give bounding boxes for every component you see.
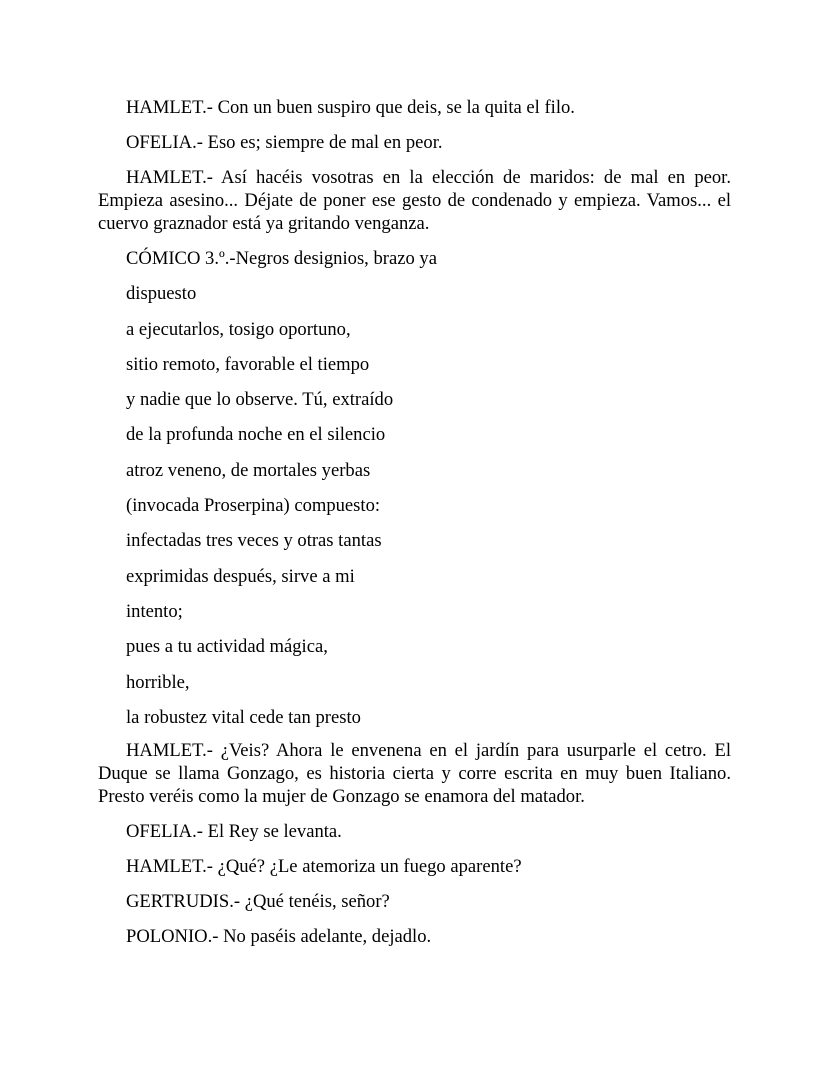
verse-line: infectadas tres veces y otras tantas: [126, 530, 382, 552]
dialogue-hamlet-gonzago: HAMLET.- ¿Veis? Ahora le envenena en el jardín para usurparle el cetro. El Duque se llama Gonzago, es historia cierta y corre escrita en muy buen Italiano. Presto veréis como la mujer de Gonzago se enamora del matador.: [98, 740, 731, 808]
verse-line: y nadie que lo observe. Tú, extraído: [126, 389, 394, 411]
dialogue-gertrudis: GERTRUDIS.- ¿Qué tenéis, señor?: [126, 891, 390, 913]
verse-line: a ejecutarlos, tosigo oportuno,: [126, 318, 351, 340]
verse-line: horrible,: [126, 671, 190, 693]
document-body: [98, 96, 731, 960]
verse-block: [98, 241, 731, 735]
verse-line: intento;: [126, 600, 183, 622]
verse-line: la robustez vital cede tan presto: [126, 706, 361, 728]
dialogue-polonio: POLONIO.- No paséis adelante, dejadlo.: [126, 926, 432, 948]
verse-line: (invocada Proserpina) compuesto:: [126, 495, 381, 517]
dialogue-ofelia-peor: OFELIA.- Eso es; siempre de mal en peor.: [126, 132, 443, 153]
verse-line: sitio remoto, favorable el tiempo: [126, 353, 370, 375]
dialogue-hamlet-suspiro: HAMLET.- Con un buen suspiro que deis, se la quita el filo.: [126, 97, 575, 118]
verse-line: pues a tu actividad mágica,: [126, 636, 328, 658]
verse-line: dispuesto: [126, 283, 197, 305]
dialogue-hamlet-maridos: HAMLET.- Así hacéis vosotras en la elección de maridos: de mal en peor. Empieza asesino... Déjate de poner ese gesto de condenado y empieza. Vamos... el cuervo graznador está ya gritando venganza.: [98, 167, 731, 234]
verse-line: CÓMICO 3.º.-Negros designios, brazo ya: [126, 248, 437, 269]
verse-line: de la profunda noche en el silencio: [126, 424, 386, 446]
dialogue-ofelia-rey: OFELIA.- El Rey se levanta.: [126, 821, 342, 843]
verse-line: exprimidas después, sirve a mi: [126, 565, 355, 587]
verse-line: atroz veneno, de mortales yerbas: [126, 459, 371, 481]
dialogue-hamlet-fuego: HAMLET.- ¿Qué? ¿Le atemoriza un fuego aparente?: [126, 856, 522, 878]
